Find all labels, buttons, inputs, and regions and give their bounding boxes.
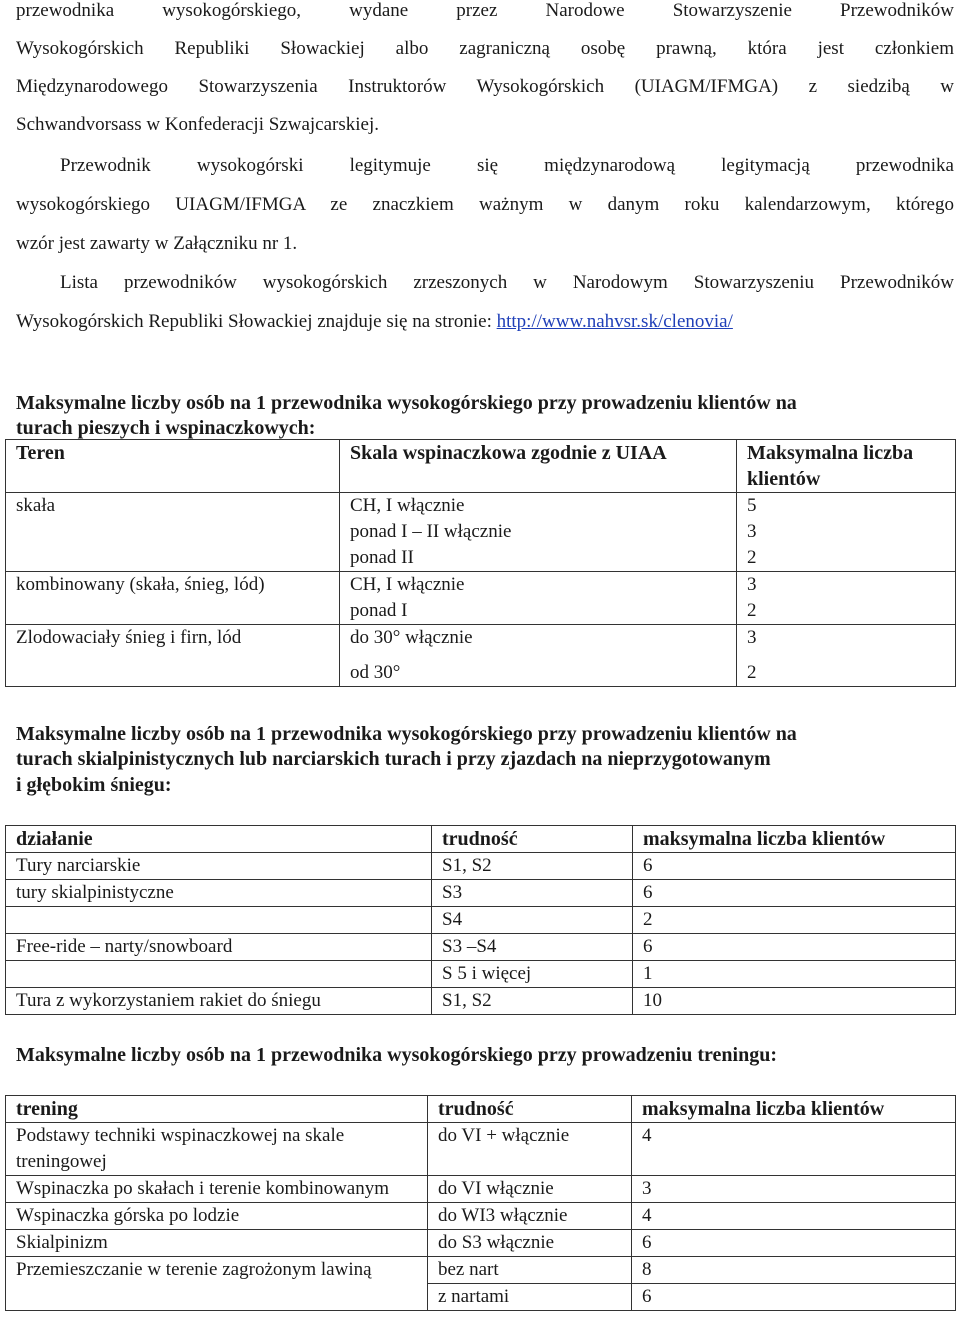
cell: 2 (737, 598, 956, 625)
cell: S1, S2 (432, 988, 633, 1015)
cell: S3 –S4 (432, 934, 633, 961)
header-cell: maksymalna liczba klientów (633, 826, 956, 853)
table-row (6, 519, 956, 545)
table-row (6, 572, 956, 599)
cell: Przemieszczanie w terenie zagrożonym lawiną (6, 1257, 428, 1311)
hiking-climbing-table (5, 439, 956, 687)
table-row (6, 1257, 956, 1284)
table-header-row (6, 826, 956, 853)
cell: 3 (737, 572, 956, 599)
table-row (6, 1203, 956, 1230)
cell: 2 (737, 545, 956, 572)
cell: do VI + włącznie (428, 1123, 632, 1176)
cell: Podstawy techniki wspinaczkowej na skale treningowej (6, 1123, 428, 1176)
table-row (6, 598, 956, 625)
table-row (6, 1230, 956, 1257)
cell: 6 (633, 880, 956, 907)
cell: z nartami (428, 1284, 632, 1311)
cell: 8 (632, 1257, 956, 1284)
table-header-row (6, 440, 956, 493)
cell (6, 907, 432, 934)
cell: Skialpinizm (6, 1230, 428, 1257)
table-row (6, 988, 956, 1015)
cell (6, 545, 340, 572)
members-list-link[interactable]: http://www.nahvsr.sk/clenovia/ (496, 311, 733, 332)
header-cell: trudność (428, 1096, 632, 1123)
cell: 5 (737, 493, 956, 520)
table-row (6, 651, 956, 687)
paragraph-line: Wysokogórskich Republiki Słowackiej albo zagraniczną osobę prawną, która jest członkiem (16, 38, 954, 59)
table-row (6, 625, 956, 652)
cell: od 30° (340, 651, 737, 687)
paragraph-line (16, 309, 954, 335)
paragraph-line: Schwandvorsass w Konfederacji Szwajcarskiej. (16, 114, 379, 135)
table-row (6, 545, 956, 572)
header-text: Maksymalna liczba (747, 442, 914, 464)
header-cell: maksymalna liczba klientów (632, 1096, 956, 1123)
header-cell (737, 440, 956, 493)
cell: 2 (633, 907, 956, 934)
cell: 10 (633, 988, 956, 1015)
cell: S4 (432, 907, 633, 934)
cell: Wspinaczka górska po lodzie (6, 1203, 428, 1230)
table-row (6, 907, 956, 934)
section-heading: turach pieszych i wspinaczkowych: (16, 417, 316, 439)
cell: Tura z wykorzystaniem rakiet do śniegu (6, 988, 432, 1015)
cell: 2 (737, 651, 956, 687)
header-cell: trening (6, 1096, 428, 1123)
cell (6, 519, 340, 545)
paragraph-line: przewodnika wysokogórskiego, wydane przez Narodowe Stowarzyszenie Przewodników (16, 0, 954, 21)
table-header-row (6, 1096, 956, 1123)
cell: bez nart (428, 1257, 632, 1284)
cell: Wspinaczka po skałach i terenie kombinowanym (6, 1176, 428, 1203)
header-text: klientów (747, 468, 821, 490)
cell: do S3 włącznie (428, 1230, 632, 1257)
table-row (6, 961, 956, 988)
paragraph-line: Przewodnik wysokogórski legitymuje się międzynarodową legitymacją przewodnika (60, 155, 954, 176)
paragraph-line: wysokogórskiego UIAGM/IFMGA ze znaczkiem ważnym w danym roku kalendarzowym, którego (16, 194, 954, 215)
cell: 4 (632, 1203, 956, 1230)
cell (6, 598, 340, 625)
header-cell: Teren (6, 440, 340, 493)
cell: 3 (632, 1176, 956, 1203)
cell: 6 (632, 1230, 956, 1257)
section-heading: i głębokim śniegu: (16, 774, 172, 796)
header-cell: Skala wspinaczkowa zgodnie z UIAA (340, 440, 737, 493)
cell: 3 (737, 519, 956, 545)
cell: Free-ride – narty/snowboard (6, 934, 432, 961)
cell: S 5 i więcej (432, 961, 633, 988)
header-cell: działanie (6, 826, 432, 853)
cell: skała (6, 493, 340, 520)
cell: ponad I (340, 598, 737, 625)
cell: do 30° włącznie (340, 625, 737, 652)
table-row (6, 1123, 956, 1176)
cell: 3 (737, 625, 956, 652)
cell: ponad II (340, 545, 737, 572)
cell: do WI3 włącznie (428, 1203, 632, 1230)
header-cell: trudność (432, 826, 633, 853)
cell: S1, S2 (432, 853, 633, 880)
table-row (6, 1176, 956, 1203)
section-heading: Maksymalne liczby osób na 1 przewodnika wysokogórskiego przy prowadzeniu klientów na (16, 723, 797, 745)
cell: 6 (633, 853, 956, 880)
cell (6, 961, 432, 988)
cell: CH, I włącznie (340, 572, 737, 599)
table-row (6, 493, 956, 520)
paragraph-text: Wysokogórskich Republiki Słowackiej znajduje się na stronie: (16, 311, 497, 332)
cell: 6 (632, 1284, 956, 1311)
section-heading: Maksymalne liczby osób na 1 przewodnika wysokogórskiego przy prowadzeniu treningu: (16, 1044, 777, 1066)
section-heading: turach skialpinistycznych lub narciarskich turach i przy zjazdach na nieprzygotowanym (16, 748, 771, 770)
cell: tury skialpinistyczne (6, 880, 432, 907)
ski-tours-table (5, 825, 956, 1015)
cell: 4 (632, 1123, 956, 1176)
cell: kombinowany (skała, śnieg, lód) (6, 572, 340, 599)
paragraph-line: Lista przewodników wysokogórskich zrzeszonych w Narodowym Stowarzyszeniu Przewodników (60, 272, 954, 293)
cell: 1 (633, 961, 956, 988)
table-row (6, 880, 956, 907)
cell: Tury narciarskie (6, 853, 432, 880)
section-heading: Maksymalne liczby osób na 1 przewodnika wysokogórskiego przy prowadzeniu klientów na (16, 392, 797, 414)
table-row (6, 934, 956, 961)
cell: Zlodowaciały śnieg i firn, lód (6, 625, 340, 652)
cell: S3 (432, 880, 633, 907)
paragraph-line: wzór jest zawarty w Załączniku nr 1. (16, 233, 298, 254)
cell: CH, I włącznie (340, 493, 737, 520)
training-table (5, 1095, 956, 1311)
cell: ponad I – II włącznie (340, 519, 737, 545)
cell (6, 651, 340, 687)
cell: do VI włącznie (428, 1176, 632, 1203)
table-row (6, 853, 956, 880)
cell: 6 (633, 934, 956, 961)
paragraph-line: Międzynarodowego Stowarzyszenia Instruktorów Wysokogórskich (UIAGM/IFMGA) z siedzibą w (16, 76, 954, 97)
